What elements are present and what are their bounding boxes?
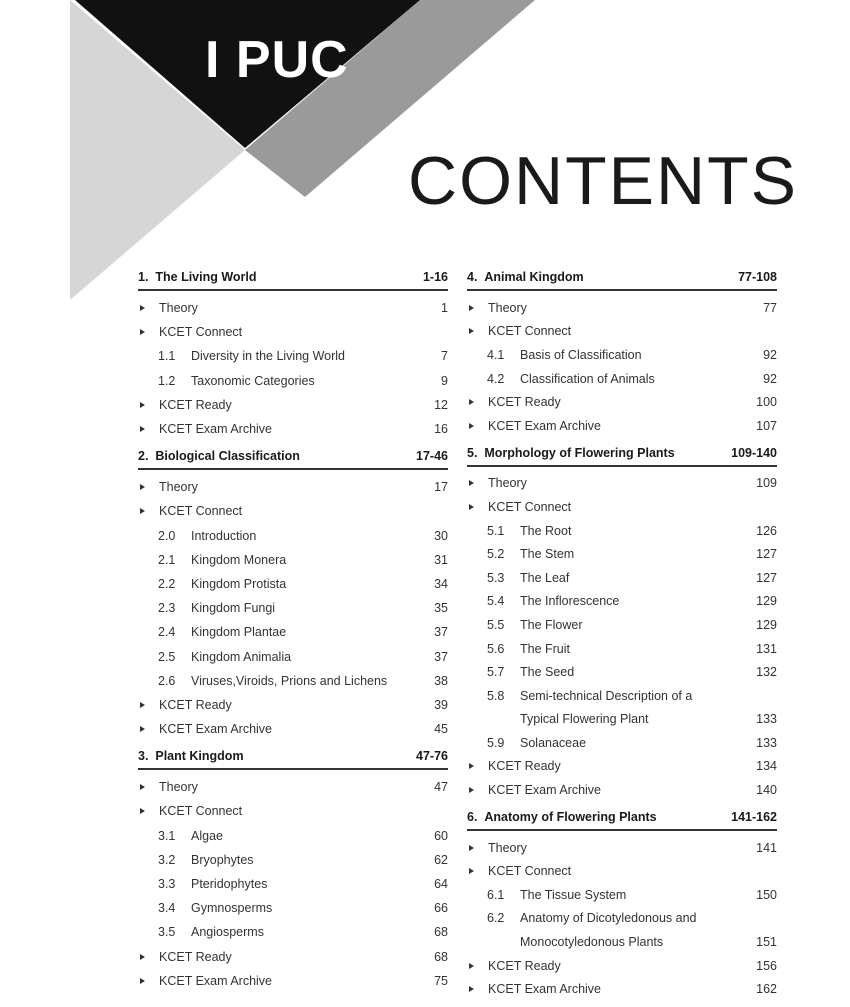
subtopic-row[interactable] xyxy=(467,590,777,614)
entry-label: Introduction xyxy=(191,528,257,543)
entry-label-group xyxy=(467,571,569,585)
chapter-pages: 77-108 xyxy=(738,270,777,284)
chapter-heading[interactable] xyxy=(467,444,777,467)
bullet-arrow-icon xyxy=(469,845,474,851)
entry-label: Kingdom Plantae xyxy=(191,625,287,640)
entry-label: KCET Connect xyxy=(488,864,572,879)
entry-label-group xyxy=(467,959,561,973)
page-number: 140 xyxy=(756,783,777,798)
entry-label-group xyxy=(138,780,198,794)
toc-entry-row[interactable] xyxy=(467,836,777,860)
page-number: 134 xyxy=(756,759,777,774)
page-number: 133 xyxy=(756,735,777,750)
page-number: 60 xyxy=(434,828,448,843)
entry-label: Theory xyxy=(488,476,527,491)
entry-label: The Seed xyxy=(520,665,575,680)
chapter-heading[interactable] xyxy=(467,268,777,291)
subtopic-number: 5.6 xyxy=(487,641,505,656)
entry-label: Diversity in the Living World xyxy=(191,349,345,364)
entry-label-group xyxy=(138,829,223,843)
subtopic-row[interactable] xyxy=(467,684,777,708)
page-number: 12 xyxy=(434,397,448,412)
subtopic-number: 1.1 xyxy=(158,349,176,364)
bullet-arrow-icon xyxy=(469,328,474,334)
entry-label-group xyxy=(138,853,254,867)
page-number: 7 xyxy=(441,349,448,364)
page-number: 131 xyxy=(756,641,777,656)
entry-label: KCET Exam Archive xyxy=(159,422,273,437)
subtopic-number: 2.4 xyxy=(158,625,176,640)
toc-entry-row[interactable] xyxy=(467,954,777,978)
page-title: CONTENTS xyxy=(408,143,798,219)
subtopic-row[interactable] xyxy=(138,620,448,644)
page-number: 129 xyxy=(756,617,777,632)
subtopic-number: 5.2 xyxy=(487,547,505,562)
entry-label: Basis of Classification xyxy=(520,347,642,362)
entry-label-group xyxy=(467,665,574,679)
bullet-arrow-icon xyxy=(140,484,145,490)
entry-label: The Inflorescence xyxy=(520,594,620,609)
page-number: 132 xyxy=(756,665,777,680)
entry-label-group xyxy=(467,547,574,561)
bullet-arrow-icon xyxy=(469,480,474,486)
entry-label: The Tissue System xyxy=(520,887,627,902)
entry-label: KCET Connect xyxy=(159,804,243,819)
page-number: 68 xyxy=(434,949,448,964)
chapter-title: 5. Morphology of Flowering Plants xyxy=(467,445,675,460)
bullet-arrow-icon xyxy=(140,784,145,790)
entry-label-group xyxy=(467,759,561,773)
entry-label-group xyxy=(467,348,642,362)
chapter-pages: 141-162 xyxy=(731,809,777,824)
toc-entry-row[interactable] xyxy=(467,755,777,779)
entry-label-group xyxy=(467,888,626,902)
page-number: 37 xyxy=(434,625,448,640)
entry-label: Theory xyxy=(159,780,198,795)
entry-label-group xyxy=(138,504,242,518)
entry-label-group xyxy=(467,594,619,608)
page-number: 37 xyxy=(434,649,448,664)
entry-label-group xyxy=(467,642,570,656)
bullet-arrow-icon xyxy=(140,954,145,960)
subtopic-row[interactable] xyxy=(138,872,448,896)
entry-label-group xyxy=(467,324,571,338)
entry-label: Kingdom Animalia xyxy=(191,649,292,664)
entry-label-group xyxy=(138,301,198,315)
page-number: 47 xyxy=(434,780,448,795)
subtopic-number: 5.7 xyxy=(487,665,505,680)
entry-label-group xyxy=(138,722,272,736)
entry-label: Angiosperms xyxy=(191,925,264,940)
entry-label: Kingdom Fungi xyxy=(191,601,276,616)
page-number: 92 xyxy=(763,371,777,386)
page-number: 127 xyxy=(756,570,777,585)
subtopic-number: 2.1 xyxy=(158,552,176,567)
subtopic-row[interactable] xyxy=(467,708,777,732)
entry-label-group xyxy=(138,674,387,688)
entry-label: The Root xyxy=(520,523,572,538)
page-number: 9 xyxy=(441,373,448,388)
entry-label-group xyxy=(138,804,242,818)
subtopic-row[interactable] xyxy=(138,369,448,393)
entry-label-group xyxy=(467,982,601,996)
subtopic-row[interactable] xyxy=(467,343,777,367)
page-number: 151 xyxy=(756,935,777,950)
toc-entry-row[interactable] xyxy=(467,859,777,883)
toc-entry-row[interactable] xyxy=(138,717,448,741)
subtopic-number: 3.4 xyxy=(158,901,176,916)
page-number: 77 xyxy=(763,300,777,315)
subtopic-number: 3.5 xyxy=(158,925,176,940)
subtopic-number: 6.2 xyxy=(487,911,505,926)
entry-label: Classification of Animals xyxy=(520,371,655,386)
subtopic-number: 3.2 xyxy=(158,852,176,867)
toc-entry-row[interactable] xyxy=(138,775,448,799)
page-number: 45 xyxy=(434,722,448,737)
subtopic-row[interactable] xyxy=(467,637,777,661)
entry-label: KCET Connect xyxy=(488,499,572,514)
entry-label: KCET Ready xyxy=(159,397,232,412)
entry-label-group xyxy=(467,500,571,514)
entry-label: The Fruit xyxy=(520,641,571,656)
subtopic-row[interactable] xyxy=(467,367,777,391)
subtopic-row[interactable] xyxy=(467,519,777,543)
page-number: 31 xyxy=(434,552,448,567)
entry-label-group xyxy=(138,374,315,388)
page-number: 75 xyxy=(434,973,448,988)
subtopic-number: 5.1 xyxy=(487,523,505,538)
entry-label-group xyxy=(467,372,655,386)
page-number: 141 xyxy=(756,840,777,855)
page-number: 133 xyxy=(756,712,777,727)
entry-label-group xyxy=(467,841,527,855)
subtopic-number: 2.6 xyxy=(158,673,176,688)
subtopic-number: 5.8 xyxy=(487,688,505,703)
entry-label: Pteridophytes xyxy=(191,877,268,892)
toc-entry-row[interactable] xyxy=(467,472,777,496)
bullet-arrow-icon xyxy=(469,763,474,769)
subtopic-row[interactable] xyxy=(467,542,777,566)
subtopic-row[interactable] xyxy=(138,596,448,620)
entry-label-group xyxy=(467,712,649,726)
page-number: 62 xyxy=(434,852,448,867)
page-number: 64 xyxy=(434,877,448,892)
toc-entry-row[interactable] xyxy=(467,390,777,414)
chapter-heading[interactable] xyxy=(138,447,448,470)
page-number: 1 xyxy=(441,301,448,316)
entry-label-group xyxy=(138,553,286,567)
entry-label: KCET Exam Archive xyxy=(488,783,602,798)
page-number: 34 xyxy=(434,576,448,591)
bullet-arrow-icon xyxy=(140,426,145,432)
chapter-pages: 47-76 xyxy=(416,749,448,764)
toc-entry-row[interactable] xyxy=(467,778,777,802)
entry-label: Typical Flowering Plant xyxy=(520,712,649,727)
entry-label-group xyxy=(467,301,527,315)
entry-label-group xyxy=(138,422,272,436)
entry-label-group xyxy=(138,480,198,494)
toc-entry-row[interactable] xyxy=(138,693,448,717)
subtopic-row[interactable] xyxy=(138,644,448,668)
entry-label: Bryophytes xyxy=(191,852,254,867)
page-number: 150 xyxy=(756,887,777,902)
entry-label: KCET Exam Archive xyxy=(488,982,602,997)
chapter-pages: 109-140 xyxy=(731,445,777,460)
entry-label-group xyxy=(138,325,242,339)
page-number: 35 xyxy=(434,601,448,616)
entry-label: KCET Connect xyxy=(159,504,243,519)
bullet-arrow-icon xyxy=(469,787,474,793)
entry-label: Algae xyxy=(191,828,223,843)
chapter-title: 6. Anatomy of Flowering Plants xyxy=(467,809,657,824)
toc-entry-row[interactable] xyxy=(138,320,448,344)
subtopic-number: 4.2 xyxy=(487,371,505,386)
entry-label-group xyxy=(138,650,291,664)
entry-label: The Stem xyxy=(520,547,575,562)
entry-label-group xyxy=(138,877,267,891)
page-number: 39 xyxy=(434,697,448,712)
bullet-arrow-icon xyxy=(469,423,474,429)
entry-label: Monocotyledonous Plants xyxy=(520,935,664,950)
entry-label: The Leaf xyxy=(520,570,570,585)
subtopic-row[interactable] xyxy=(138,896,448,920)
bullet-arrow-icon xyxy=(140,726,145,732)
subtopic-number: 2.3 xyxy=(158,601,176,616)
page-number: 127 xyxy=(756,547,777,562)
subtopic-number: 3.1 xyxy=(158,828,176,843)
chapter-heading[interactable] xyxy=(467,808,777,831)
page-number: 107 xyxy=(756,418,777,433)
chapter-title: 2. Biological Classification xyxy=(138,449,300,464)
entry-label-group xyxy=(467,476,527,490)
entry-label: Kingdom Protista xyxy=(191,576,287,591)
page-number: 126 xyxy=(756,523,777,538)
bullet-arrow-icon xyxy=(140,978,145,984)
subtopic-row[interactable] xyxy=(138,572,448,596)
entry-label-group xyxy=(138,950,232,964)
entry-label-group xyxy=(138,925,264,939)
entry-label-group xyxy=(467,935,663,949)
page-number: 92 xyxy=(763,347,777,362)
page-number: 38 xyxy=(434,673,448,688)
subtopic-number: 5.9 xyxy=(487,735,505,750)
section-spacer xyxy=(138,993,448,999)
chapter-heading[interactable] xyxy=(138,747,448,770)
entry-label: KCET Connect xyxy=(159,325,243,340)
subtopic-row[interactable] xyxy=(467,613,777,637)
page-number: 109 xyxy=(756,476,777,491)
banner-label: I PUC xyxy=(205,31,349,89)
entry-label-group xyxy=(138,974,272,988)
entry-label: Theory xyxy=(488,840,527,855)
entry-label: KCET Connect xyxy=(488,324,572,339)
toc-entry-row[interactable] xyxy=(138,799,448,823)
entry-label-group xyxy=(467,864,571,878)
chapter-title: 4. Animal Kingdom xyxy=(467,270,584,284)
entry-label: Viruses,Viroids, Prions and Lichens xyxy=(191,673,388,688)
subtopic-row[interactable] xyxy=(467,731,777,755)
bullet-arrow-icon xyxy=(140,402,145,408)
subtopic-number: 5.3 xyxy=(487,570,505,585)
page-number: 66 xyxy=(434,901,448,916)
page-number: 30 xyxy=(434,528,448,543)
toc-entry-row[interactable] xyxy=(467,320,777,344)
entry-label-group xyxy=(138,349,345,363)
subtopic-number: 2.2 xyxy=(158,576,176,591)
entry-label: Theory xyxy=(159,301,198,316)
toc-left-column xyxy=(138,268,448,999)
entry-label: KCET Exam Archive xyxy=(159,722,273,737)
entry-label: KCET Ready xyxy=(488,958,561,973)
entry-label: The Flower xyxy=(520,617,583,632)
entry-label-group xyxy=(138,625,286,639)
entry-label: KCET Ready xyxy=(488,759,561,774)
entry-label-group xyxy=(467,736,586,750)
toc-entry-row[interactable] xyxy=(138,296,448,320)
entry-label: Gymnosperms xyxy=(191,901,273,916)
entry-label: KCET Exam Archive xyxy=(488,418,602,433)
page-number: 68 xyxy=(434,925,448,940)
bullet-arrow-icon xyxy=(469,868,474,874)
toc-right-column xyxy=(467,268,777,1007)
entry-label-group xyxy=(467,689,692,703)
bullet-arrow-icon xyxy=(469,504,474,510)
page-number: 16 xyxy=(434,422,448,437)
bullet-arrow-icon xyxy=(140,702,145,708)
subtopic-row[interactable] xyxy=(138,344,448,368)
entry-label-group xyxy=(467,911,697,925)
subtopic-row[interactable] xyxy=(467,883,777,907)
subtopic-row[interactable] xyxy=(467,930,777,954)
toc-entry-row[interactable] xyxy=(138,969,448,993)
subtopic-row[interactable] xyxy=(138,548,448,572)
chapter-pages: 1-16 xyxy=(422,270,448,284)
entry-label-group xyxy=(467,419,601,433)
bullet-arrow-icon xyxy=(469,305,474,311)
page-number: 156 xyxy=(756,958,777,973)
subtopic-row[interactable] xyxy=(138,848,448,872)
entry-label: KCET Ready xyxy=(488,395,561,410)
entry-label-group xyxy=(467,783,601,797)
toc-entry-row[interactable] xyxy=(467,495,777,519)
entry-label: Taxonomic Categories xyxy=(191,373,315,388)
page-number: 17 xyxy=(434,480,448,495)
section-spacer xyxy=(467,1001,777,1007)
subtopic-number: 4.1 xyxy=(487,347,505,362)
subtopic-number: 5.5 xyxy=(487,617,505,632)
bullet-arrow-icon xyxy=(469,963,474,969)
subtopic-row[interactable] xyxy=(138,824,448,848)
entry-label-group xyxy=(138,698,232,712)
toc-entry-row[interactable] xyxy=(138,393,448,417)
subtopic-number: 6.1 xyxy=(487,887,505,902)
subtopic-row[interactable] xyxy=(467,566,777,590)
toc-entry-row[interactable] xyxy=(467,977,777,1001)
toc-entry-row[interactable] xyxy=(138,475,448,499)
toc-entry-row[interactable] xyxy=(467,296,777,320)
bullet-arrow-icon xyxy=(140,329,145,335)
chapter-heading[interactable] xyxy=(138,268,448,291)
entry-label-group xyxy=(138,901,272,915)
entry-label: KCET Ready xyxy=(159,697,232,712)
entry-label-group xyxy=(467,395,561,409)
subtopic-row[interactable] xyxy=(138,524,448,548)
subtopic-row[interactable] xyxy=(467,907,777,931)
subtopic-number: 2.0 xyxy=(158,528,176,543)
subtopic-row[interactable] xyxy=(138,669,448,693)
toc-entry-row[interactable] xyxy=(138,499,448,523)
entry-label: KCET Exam Archive xyxy=(159,973,273,988)
entry-label: KCET Ready xyxy=(159,949,232,964)
bullet-arrow-icon xyxy=(140,305,145,311)
subtopic-number: 5.4 xyxy=(487,594,505,609)
toc-entry-row[interactable] xyxy=(138,945,448,969)
entry-label-group xyxy=(467,524,571,538)
subtopic-row[interactable] xyxy=(467,660,777,684)
entry-label-group xyxy=(138,577,286,591)
entry-label: Theory xyxy=(488,300,527,315)
entry-label: Semi-technical Description of a xyxy=(520,688,693,703)
entry-label: Anatomy of Dicotyledonous and xyxy=(520,911,697,926)
bullet-arrow-icon xyxy=(140,508,145,514)
entry-label: Kingdom Monera xyxy=(191,552,287,567)
subtopic-number: 1.2 xyxy=(158,373,176,388)
subtopic-number: 2.5 xyxy=(158,649,176,664)
chapter-pages: 17-46 xyxy=(416,449,448,464)
bullet-arrow-icon xyxy=(469,399,474,405)
subtopic-row[interactable] xyxy=(138,920,448,944)
chapter-title: 1. The Living World xyxy=(138,270,257,284)
bullet-arrow-icon xyxy=(140,808,145,814)
page-number: 100 xyxy=(756,395,777,410)
chapter-title: 3. Plant Kingdom xyxy=(138,749,244,764)
toc-entry-row[interactable] xyxy=(138,417,448,441)
bullet-arrow-icon xyxy=(469,986,474,992)
page-number: 129 xyxy=(756,594,777,609)
page-number: 162 xyxy=(756,982,777,997)
subtopic-number: 3.3 xyxy=(158,877,176,892)
entry-label-group xyxy=(138,398,232,412)
entry-label-group xyxy=(138,601,275,615)
entry-label: Solanaceae xyxy=(520,735,587,750)
entry-label-group xyxy=(138,529,256,543)
toc-entry-row[interactable] xyxy=(467,414,777,438)
entry-label: Theory xyxy=(159,480,198,495)
entry-label-group xyxy=(467,618,583,632)
